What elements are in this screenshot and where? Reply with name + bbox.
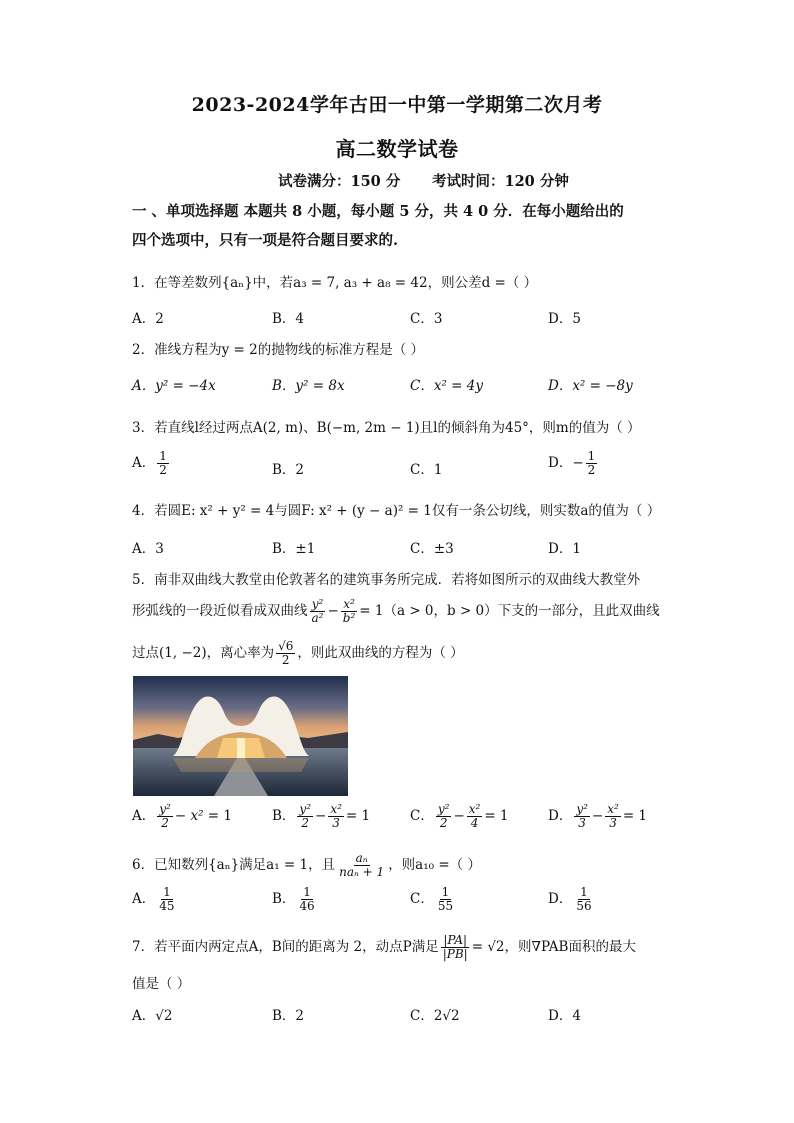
q6-stem: 6．已知数列{aₙ}满足a₁ = 1，且 $\frac{\text{aₙ}}{\text{naₙ + 1}}$ ，则a₁₀ =（ ） xyxy=(132,851,481,879)
q5-option-c: C． $\frac{\text{y²}}{2}$ − $\frac{\text{x²}}{4}$ = 1 xyxy=(410,802,509,830)
q7-line-2: 值是（ ） xyxy=(132,976,191,992)
section-line-1: 一 、单项选择题 本题共 8 小题，每小题 5 分，共 4 0 分．在每小题给出的 xyxy=(132,203,624,220)
q5-options xyxy=(132,803,672,833)
q5-line-1: 5．南非双曲线大教堂由伦敦著名的建筑事务所完成．若将如图所示的双曲线大教堂外 xyxy=(132,572,641,588)
q2-option-b: B．y² = 8x xyxy=(272,378,345,394)
cathedral-photo xyxy=(133,676,348,796)
q2-stem: 2．准线方程为y = 2的抛物线的标准方程是（ ） xyxy=(132,342,424,358)
q1-option-b: B．4 xyxy=(272,311,305,327)
section-heading xyxy=(132,197,672,255)
q4-stem: 4．若圆E: x² + y² = 4与圆F: x² + (y − a)² = 1仅有一条公切线，则实数a的值为（ ） xyxy=(132,503,661,519)
q3-stem: 3．若直线l经过两点A(2, m)、B(−m, 2m − 1)且l的倾斜角为45°，则m的值为（ ） xyxy=(132,420,641,436)
q7-line-1: 7．若平面内两定点A，B间的距离为 2，动点P满足 $\frac{|PA|}{|PB|}$ = √2，则∇PAB面积的最大 xyxy=(132,933,636,961)
q4-option-c: C．±3 xyxy=(410,541,454,557)
q3-option-a: A． $\frac{1}{2}$ xyxy=(132,449,167,477)
q6-option-c: C． $\frac{1}{55}$ xyxy=(410,885,454,913)
q1-option-a: A．2 xyxy=(132,311,164,327)
q5-option-b: B． $\frac{\text{y²}}{2}$ − $\frac{\text{x²}}{3}$ = 1 xyxy=(272,802,371,830)
q2-options xyxy=(132,374,672,404)
q7-option-c: C．2√2 xyxy=(410,1008,460,1024)
q5-line-3: 过点(1, −2)，离心率为 $\frac{√6}{2}$ ，则此双曲线的方程为（ ） xyxy=(132,639,464,667)
q5-option-a: A． $\frac{\text{y²}}{2}$ − x² = 1 xyxy=(132,802,232,830)
q5-option-d: D． $\frac{\text{y²}}{3}$ − $\frac{\text{x²}}{3}$ = 1 xyxy=(548,802,648,830)
q2-option-d: D．x² = −8y xyxy=(548,378,633,394)
q4-options xyxy=(132,537,672,567)
q3-option-c: C．1 xyxy=(410,462,443,478)
q3-options xyxy=(132,450,672,480)
q3-option-b: B．2 xyxy=(272,462,305,478)
cathedral-image xyxy=(133,676,348,796)
q7-option-b: B．2 xyxy=(272,1008,305,1024)
exam-time: 考试时间：120 分钟 xyxy=(432,173,569,190)
q6-options xyxy=(132,886,672,916)
q7-option-a: A．√2 xyxy=(132,1008,173,1024)
q7-option-d: D．4 xyxy=(548,1008,581,1024)
q1-options xyxy=(132,307,672,337)
q2-option-a: A．y² = −4x xyxy=(132,378,216,394)
q7-options xyxy=(132,1004,672,1034)
q6-option-a: A． $\frac{1}{45}$ xyxy=(132,885,175,913)
exam-title: 2023-2024学年古田一中第一学期第二次月考 xyxy=(191,94,603,116)
q1-option-d: D．5 xyxy=(548,311,581,327)
q6-option-d: D． $\frac{1}{56}$ xyxy=(548,885,592,913)
q5-line-2: 形弧线的一段近似看成双曲线 $\frac{\text{y²}}{\text{a²}}$ − $\frac{\text{x²}}{\text{b²}}$ = 1（a > 0，b > 0）下支的一部分，且此双曲线 xyxy=(132,597,660,625)
q4-option-d: D．1 xyxy=(548,541,581,557)
q6-option-b: B． $\frac{1}{46}$ xyxy=(272,885,315,913)
q4-option-a: A．3 xyxy=(132,541,164,557)
q3-option-d: D．− $\frac{1}{2}$ xyxy=(548,449,596,477)
q4-option-b: B．±1 xyxy=(272,541,316,557)
q1-stem: 1．在等差数列{aₙ}中，若a₃ = 7, a₃ + a₈ = 42，则公差d =（ ） xyxy=(132,275,538,291)
full-score: 试卷满分：150 分 xyxy=(278,173,401,190)
q1-option-c: C．3 xyxy=(410,311,443,327)
section-line-2: 四个选项中，只有一项是符合题目要求的. xyxy=(132,232,399,249)
q2-option-c: C．x² = 4y xyxy=(410,378,483,394)
exam-subtitle: 高二数学试卷 xyxy=(335,137,459,161)
